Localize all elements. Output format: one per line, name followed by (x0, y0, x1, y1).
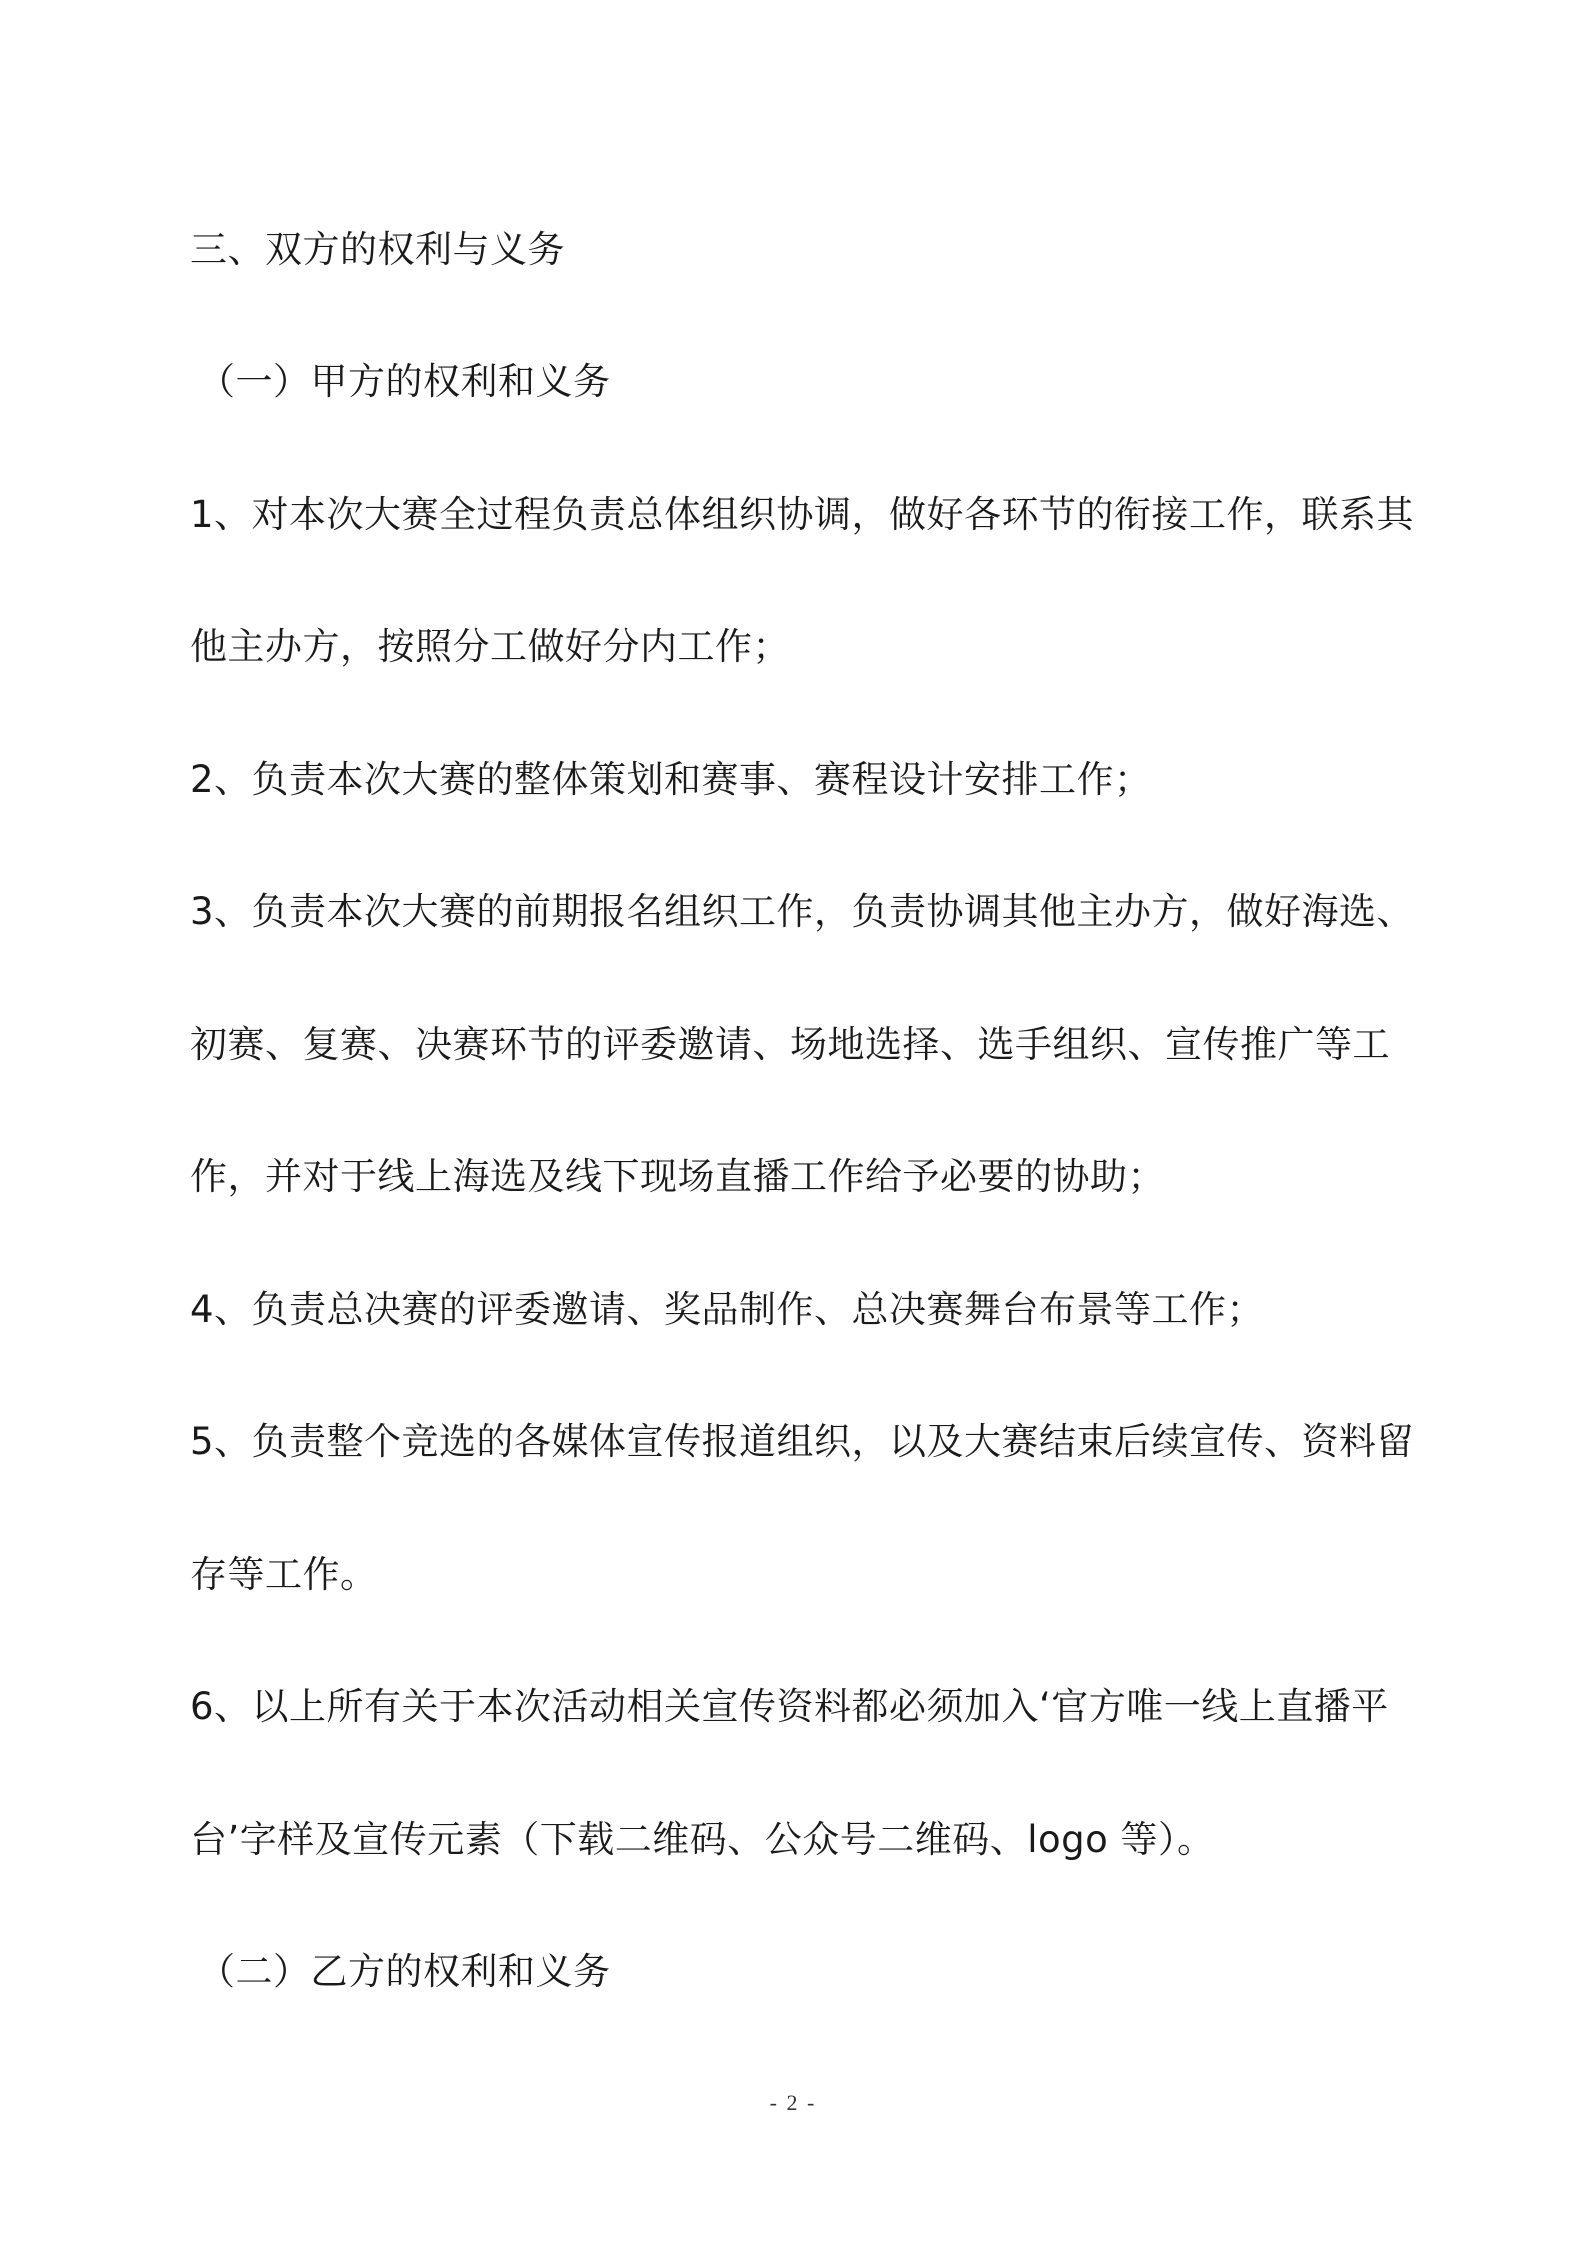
item-1-line-1: 1、对本次大赛全过程负责总体组织协调，做好各环节的衔接工作，联系其 (190, 493, 1415, 536)
subsection-a-title: （一）甲方的权利和义务 (198, 360, 611, 403)
item-3-line-2: 初赛、复赛、决赛环节的评委邀请、场地选择、选手组织、宣传推广等工 (190, 1023, 1390, 1066)
item-1-line-2: 他主办方，按照分工做好分内工作； (190, 625, 790, 668)
item-5-line-1: 5、负责整个竞选的各媒体宣传报道组织，以及大赛结束后续宣传、资料留 (190, 1420, 1415, 1463)
item-6-line-2: 台’字样及宣传元素（下载二维码、公众号二维码、logo 等）。 (190, 1818, 1215, 1861)
page-number: - 2 - (769, 2090, 817, 2115)
item-2-line-1: 2、负责本次大赛的整体策划和赛事、赛程设计安排工作； (190, 758, 1152, 801)
item-3-line-3: 作，并对于线上海选及线下现场直播工作给予必要的协助； (190, 1155, 1165, 1198)
subsection-b-title: （二）乙方的权利和义务 (198, 1950, 611, 1993)
item-3-line-1: 3、负责本次大赛的前期报名组织工作，负责协调其他主办方，做好海选、 (190, 890, 1415, 933)
item-4-line-1: 4、负责总决赛的评委邀请、奖品制作、总决赛舞台布景等工作； (190, 1288, 1265, 1331)
item-5-line-2: 存等工作。 (190, 1553, 378, 1596)
item-6-line-1: 6、以上所有关于本次活动相关宣传资料都必须加入‘官方唯一线上直播平 (190, 1685, 1389, 1728)
section-title: 三、双方的权利与义务 (190, 228, 565, 271)
